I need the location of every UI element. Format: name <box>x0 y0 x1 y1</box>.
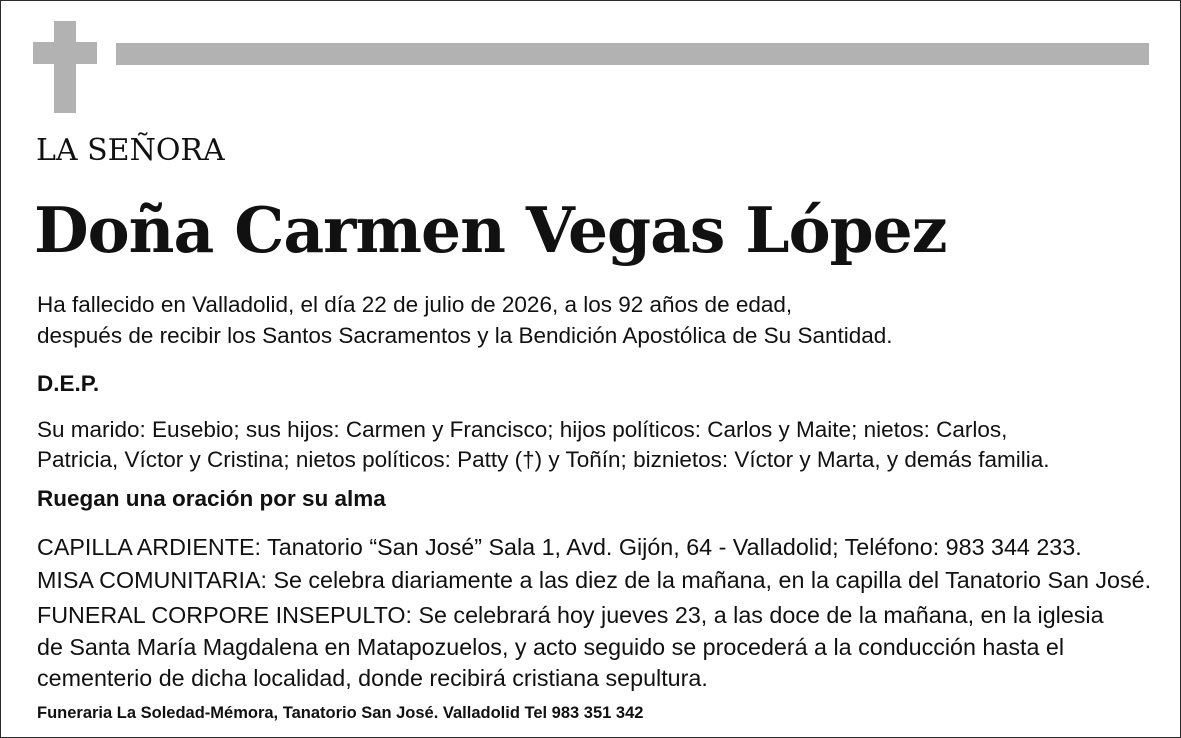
family-line-1: Su marido: Eusebio; sus hijos: Carmen y Francisco; hijos políticos: Carlos y Maite; nietos: Carlos, <box>37 417 1008 442</box>
honorific-intro: LA SEÑORA <box>36 133 225 168</box>
funeral-home-footer: Funeraria La Soledad-Mémora, Tanatorio San José. Valladolid Tel 983 351 342 <box>37 704 644 722</box>
rip-label: D.E.P. <box>37 371 100 396</box>
funeral-info-line-1: FUNERAL CORPORE INSEPULTO: Se celebrará hoy jueves 23, a las doce de la mañana, en la iglesia <box>37 602 1104 628</box>
cross-vertical-bar <box>54 21 76 113</box>
deceased-name: Doña Carmen Vegas López <box>34 193 947 267</box>
prayer-request: Ruegan una oración por su alma <box>37 486 386 511</box>
death-announcement-line-2: después de recibir los Santos Sacramentos y la Bendición Apostólica de Su Santidad. <box>37 323 893 348</box>
funeral-info-line-3: cementerio de dicha localidad, donde recibirá cristiana sepultura. <box>37 665 708 691</box>
chapel-info: CAPILLA ARDIENTE: Tanatorio “San José” Sala 1, Avd. Gijón, 64 - Valladolid; Teléfono: 983 344 233. <box>37 534 1082 560</box>
cross-horizontal-bar <box>33 42 97 64</box>
mass-info: MISA COMUNITARIA: Se celebra diariamente a las diez de la mañana, en la capilla del Tanatorio San José. <box>37 567 1152 593</box>
header-rule <box>116 43 1149 65</box>
funeral-info-line-2: de Santa María Magdalena en Matapozuelos, y acto seguido se procederá a la conducción hasta el <box>37 634 1065 660</box>
family-line-2: Patricia, Víctor y Cristina; nietos políticos: Patty (†) y Toñín; biznietos: Víctor y Marta, y demás familia. <box>37 447 1050 472</box>
death-announcement-line-1: Ha fallecido en Valladolid, el día 22 de julio de 2026, a los 92 años de edad, <box>37 292 793 317</box>
